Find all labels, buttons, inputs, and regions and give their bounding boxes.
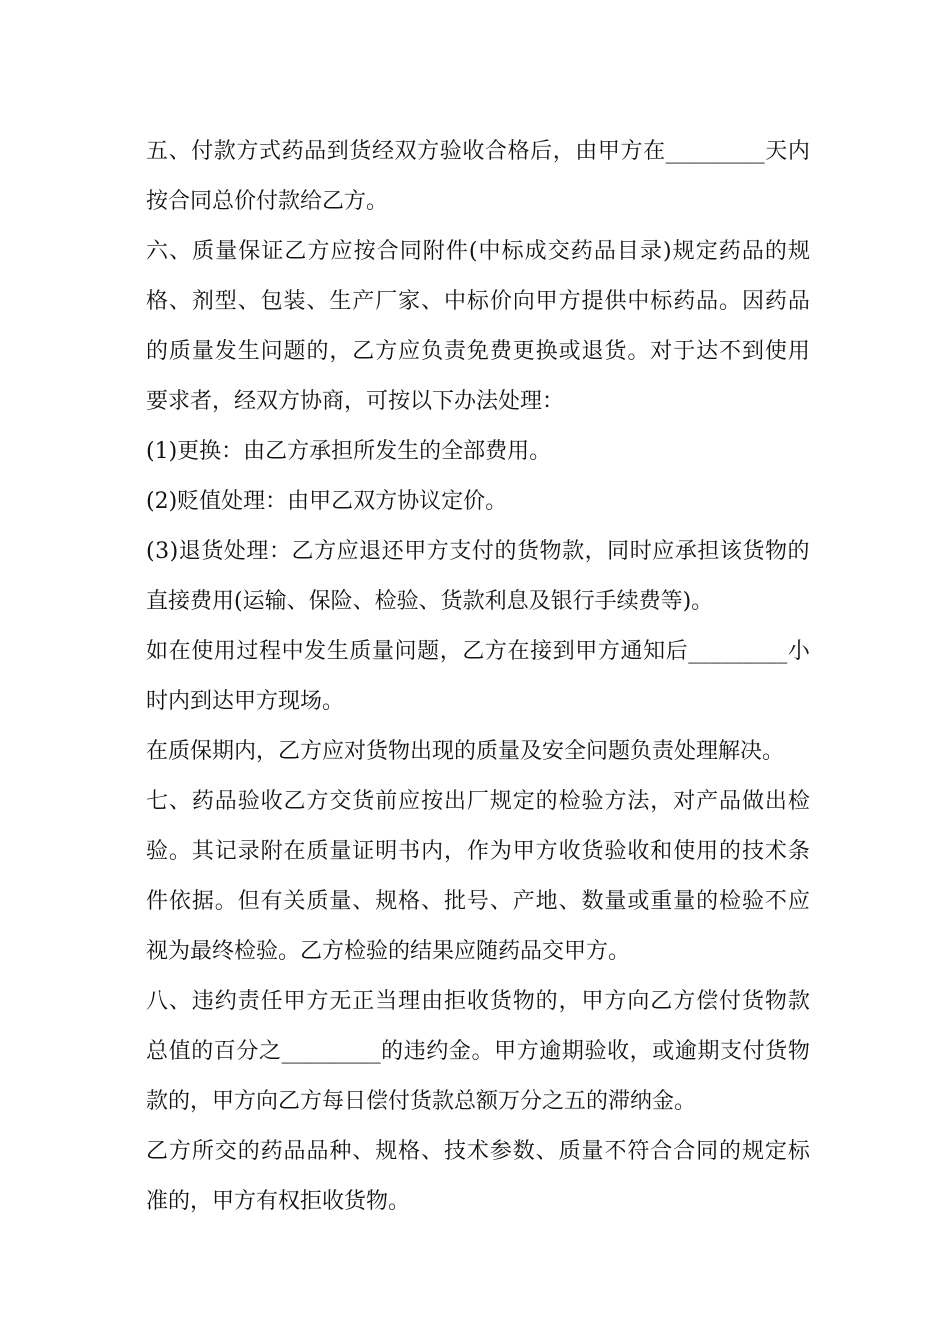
document-body: [146, 127, 810, 1227]
text-line: 五 、 付 款 方 式 药 品 到 货 经 双 方 验 收 合 格 后 ， 由 甲 方 在 _________ 天 内: [146, 139, 810, 164]
text-line: 如 在 使 用 过 程 中 发 生 质 量 问 题 ， 乙 方 在 接 到 甲 方 通 知 后 _________ 小: [146, 639, 810, 664]
text-line: 件 依 据 。 但 有 关 质 量 、 规 格 、 批 号 、 产 地 、 数 量 或 重 量 的 检 验 不 应: [146, 889, 810, 914]
text-line: 八 、 违 约 责 任 甲 方 无 正 当 理 由 拒 收 货 物 的 ， 甲 方 向 乙 方 偿 付 货 物 款: [146, 989, 810, 1014]
text-line: (1)更换：由乙方承担所发生的全部费用。: [146, 439, 552, 464]
text-line: ( 3 ) 退 货 处 理 ： 乙 方 应 退 还 甲 方 支 付 的 货 物 款 ， 同 时 应 承 担 该 货 物 的: [146, 539, 810, 564]
text-line: 时内到达甲方现场。: [146, 689, 345, 714]
text-line: 视为最终检验。乙方检验的结果应随药品交甲方。: [146, 939, 631, 964]
text-line: 按合同总价付款给乙方。: [146, 189, 389, 214]
text-line: 在质保期内，乙方应对货物出现的质量及安全问题负责处理解决。: [146, 739, 785, 764]
text-line: 要求者，经双方协商，可按以下办法处理：: [146, 389, 565, 414]
text-line: 准的，甲方有权拒收货物。: [146, 1189, 411, 1214]
text-line: 验 。 其 记 录 附 在 质 量 证 明 书 内 ， 作 为 甲 方 收 货 验 收 和 使 用 的 技 术 条: [146, 839, 810, 864]
text-line: 格 、 剂 型 、 包 装 、 生 产 厂 家 、 中 标 价 向 甲 方 提 供 中 标 药 品 。 因 药 品: [146, 289, 810, 314]
text-line: 款的，甲方向乙方每日偿付货款总额万分之五的滞纳金。: [146, 1089, 697, 1114]
text-line: 的 质 量 发 生 问 题 的 ， 乙 方 应 负 责 免 费 更 换 或 退 货 。 对 于 达 不 到 使 用: [146, 339, 810, 364]
text-line: 六 、 质 量 保 证 乙 方 应 按 合 同 附 件 ( 中 标 成 交 药 品 目 录 ) 规 定 药 品 的 规: [146, 239, 810, 264]
text-line: 乙 方 所 交 的 药 品 品 种 、 规 格 、 技 术 参 数 、 质 量 不 符 合 合 同 的 规 定 标: [146, 1139, 810, 1164]
text-line: (2)贬值处理：由甲乙双方协议定价。: [146, 489, 508, 514]
text-line: 七 、 药 品 验 收 乙 方 交 货 前 应 按 出 厂 规 定 的 检 验 方 法 ， 对 产 品 做 出 检: [146, 789, 810, 814]
text-line: 总 值 的 百 分 之 _________ 的 违 约 金 。 甲 方 逾 期 验 收 ， 或 逾 期 支 付 货 物: [146, 1039, 810, 1064]
text-line: 直接费用(运输、保险、检验、货款利息及银行手续费等)。: [146, 589, 714, 614]
